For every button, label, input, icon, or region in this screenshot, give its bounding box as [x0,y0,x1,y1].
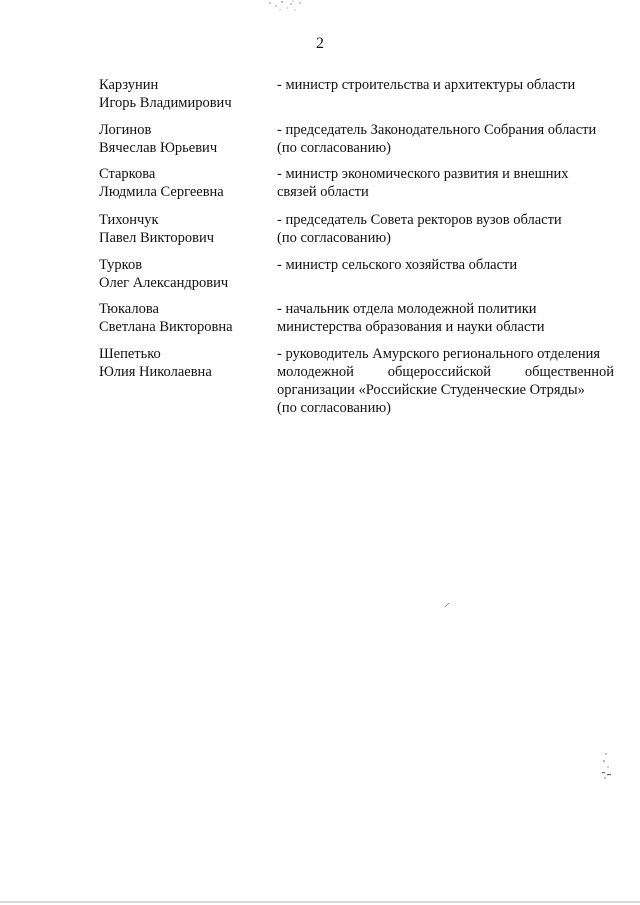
role-word: молодежной [277,364,354,380]
role-line: - министр сельского хозяйства области [277,257,518,273]
role-line: - руководитель Амурского регионального отделения [277,346,601,362]
member-given-names: Павел Викторович [99,230,215,246]
role-word: общероссийской [387,364,492,380]
role-line: связей области [277,184,369,200]
member-role [277,211,614,247]
member-given-names: Вячеслав Юрьевич [99,140,218,156]
member-role [277,300,614,336]
member-given-names: Олег Александрович [99,275,229,291]
member-surname: Тихончук [99,212,159,228]
member-surname: Старкова [99,166,156,182]
member-given-names: Игорь Владимирович [99,95,232,111]
member-given-names: Светлана Викторовна [99,319,233,335]
role-line: - председатель Совета ректоров вузов области [277,212,562,228]
member-name [99,76,269,112]
member-role [277,165,614,201]
member-surname: Шепетько [99,346,161,362]
role-line: (по согласованию) [277,140,391,156]
scan-speck [598,752,614,782]
page-number: 2 [316,35,324,52]
member-name [99,345,269,381]
role-line: - министр строительства и архитектуры области [277,77,576,93]
role-line: - министр экономического развития и внешних [277,166,569,182]
member-role [277,345,614,417]
member-role [277,256,614,274]
role-line: (по согласованию) [277,230,391,246]
member-name [99,256,269,292]
role-line: - председатель Законодательного Собрания области [277,122,597,138]
scan-speck [444,602,450,608]
role-line: организации «Российские Студенческие Отряды» [277,382,585,398]
role-line: министерства образования и науки области [277,319,545,335]
member-name [99,300,269,336]
member-surname: Турков [99,257,143,273]
member-role [277,121,614,157]
member-surname: Карзунин [99,77,159,93]
member-surname: Тюкалова [99,301,159,317]
role-word: общественной [524,364,614,380]
role-line-justified [277,363,614,381]
member-name [99,121,269,157]
role-line: - начальник отдела молодежной политики [277,301,537,317]
scan-artifact-top [262,0,312,14]
member-name [99,211,269,247]
member-given-names: Юлия Николаевна [99,364,212,380]
role-line: (по согласованию) [277,400,391,416]
member-role [277,76,614,94]
member-surname: Логинов [99,122,152,138]
member-name [99,165,269,201]
page-bottom-edge [0,901,640,903]
member-given-names: Людмила Сергеевна [99,184,224,200]
